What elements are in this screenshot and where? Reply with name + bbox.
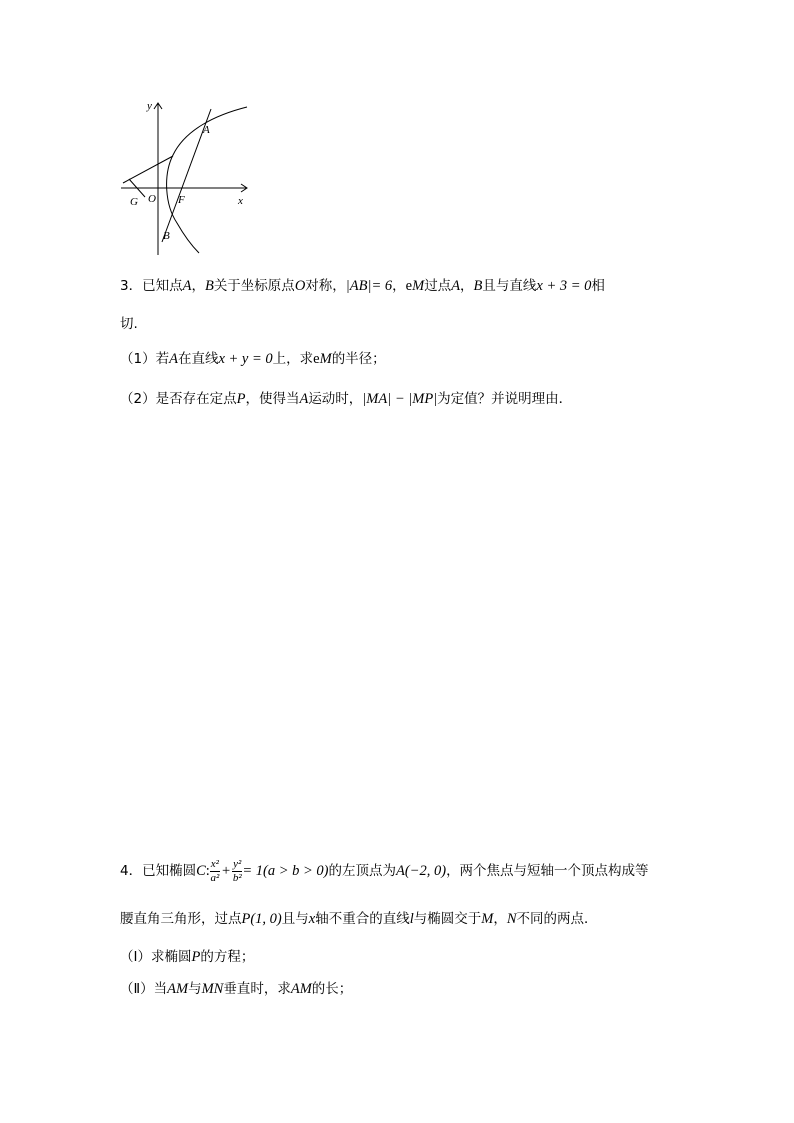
q3-p1-text: 在直线 bbox=[177, 351, 219, 367]
q4-N: N bbox=[506, 911, 517, 927]
q4-C: C bbox=[196, 863, 206, 879]
q3-B: B bbox=[473, 278, 483, 294]
q3-text: 且与直线 bbox=[482, 278, 537, 294]
q4-text: 不同的两点． bbox=[516, 911, 598, 927]
q3-number: 3． bbox=[120, 278, 143, 294]
q3-p2-prefix: （2）是否存在定点 bbox=[120, 391, 237, 407]
q3-p1-suffix: 的半径； bbox=[331, 351, 386, 367]
q4-p2-text: 垂直时，求 bbox=[223, 981, 291, 997]
q4-fraction-x-den: a² bbox=[210, 871, 220, 884]
label-O: O bbox=[148, 193, 156, 205]
q3-p1-text: 上，求 bbox=[272, 351, 314, 367]
q3-text: 关于坐标原点 bbox=[213, 278, 295, 294]
q3-M: M bbox=[412, 278, 425, 294]
q3-p2-P: P bbox=[236, 391, 246, 407]
q4-text: 已知椭圆 bbox=[142, 863, 197, 879]
q4-line1 bbox=[120, 858, 649, 884]
conic-figure bbox=[115, 95, 255, 260]
q4-point-P: P(1, 0) bbox=[241, 911, 282, 927]
q4-colon: : bbox=[205, 863, 210, 879]
q4-x: x bbox=[308, 911, 316, 927]
label-G: G bbox=[130, 196, 138, 208]
q3-line2 bbox=[120, 312, 138, 332]
q4-text: 与椭圆交于 bbox=[413, 911, 482, 927]
q4-point-A: A(−2, 0) bbox=[396, 863, 447, 879]
q4-p1-prefix: （Ⅰ）求椭圆 bbox=[120, 949, 192, 965]
q3-p1-eq: x + y = 0 bbox=[218, 351, 273, 367]
label-B: B bbox=[163, 230, 170, 242]
q4-eq: = 1(a > b > 0) bbox=[242, 863, 329, 879]
q4-part2 bbox=[120, 977, 352, 998]
q4-fraction-y-num: y² bbox=[233, 857, 242, 870]
q4-p2-prefix: （Ⅱ）当 bbox=[120, 981, 168, 997]
q4-text: 的左顶点为 bbox=[328, 863, 396, 879]
q3-part1 bbox=[120, 347, 386, 368]
q4-fraction-x-num: x² bbox=[210, 857, 219, 870]
q3-p2-A: A bbox=[299, 391, 309, 407]
q4-p2-AM2: AM bbox=[290, 981, 312, 997]
q3-line-eq: x + 3 = 0 bbox=[536, 278, 592, 294]
q4-text: ， bbox=[493, 911, 507, 927]
q4-fraction-y-den: b² bbox=[232, 871, 242, 884]
q4-p2-suffix: 的长； bbox=[311, 981, 353, 997]
label-F: F bbox=[178, 194, 185, 206]
q4-fraction-x bbox=[210, 859, 220, 884]
q4-p2-text: 与 bbox=[188, 981, 202, 997]
q3-comma: ， bbox=[392, 278, 406, 294]
q4-text: 且与 bbox=[281, 911, 309, 927]
q3-text: 过点 bbox=[424, 278, 452, 294]
q3-p1-circle-symbol: e bbox=[313, 351, 320, 367]
q3-p2-suffix: 为定值？并说明理由． bbox=[437, 391, 573, 407]
q4-fraction-y bbox=[232, 859, 242, 884]
q3-A: A bbox=[182, 278, 192, 294]
label-A: A bbox=[203, 124, 210, 136]
q4-p1-P: P bbox=[191, 949, 201, 965]
q3-text: 已知点 bbox=[142, 278, 183, 294]
q3-B: B bbox=[204, 278, 214, 294]
q4-number: 4． bbox=[120, 863, 143, 879]
q3-p1-M: M bbox=[319, 351, 332, 367]
q4-text: 轴不重合的直线 bbox=[315, 911, 410, 927]
q4-p1-suffix: 的方程； bbox=[200, 949, 255, 965]
q3-text: 对称， bbox=[305, 278, 346, 294]
tangent-line bbox=[123, 156, 173, 183]
q4-M: M bbox=[481, 911, 494, 927]
q3-p1-prefix: （1）若 bbox=[120, 351, 170, 367]
q4-part1 bbox=[120, 945, 254, 966]
q4-p2-AM: AM bbox=[167, 981, 189, 997]
q3-comma: ， bbox=[460, 278, 474, 294]
q4-line2 bbox=[120, 907, 598, 928]
q3-p1-A: A bbox=[169, 351, 178, 367]
q3-line1 bbox=[120, 274, 605, 295]
q3-circle-symbol: e bbox=[405, 278, 413, 294]
q4-text: ，两个焦点与短轴一个顶点构成等 bbox=[446, 863, 649, 879]
q3-O: O bbox=[294, 278, 306, 294]
q3-abs-ab: |AB|= 6 bbox=[345, 278, 393, 294]
label-x: x bbox=[238, 195, 243, 207]
q3-p2-text: ，使得当 bbox=[245, 391, 300, 407]
q3-A: A bbox=[451, 278, 461, 294]
q3-p2-expr: |MA| − |MP| bbox=[362, 391, 438, 407]
q4-plus: + bbox=[221, 863, 231, 879]
q3-comma: ， bbox=[191, 278, 205, 294]
q3-p2-text: 运动时， bbox=[308, 391, 363, 407]
q4-text: 腰直角三角形，过点 bbox=[120, 911, 242, 927]
q3-part2 bbox=[120, 387, 572, 408]
q4-l: l bbox=[409, 911, 414, 927]
q4-p2-MN: MN bbox=[201, 981, 224, 997]
q3-text: 切. bbox=[120, 316, 138, 332]
q3-text: 相 bbox=[591, 278, 605, 294]
label-y: y bbox=[147, 100, 152, 112]
